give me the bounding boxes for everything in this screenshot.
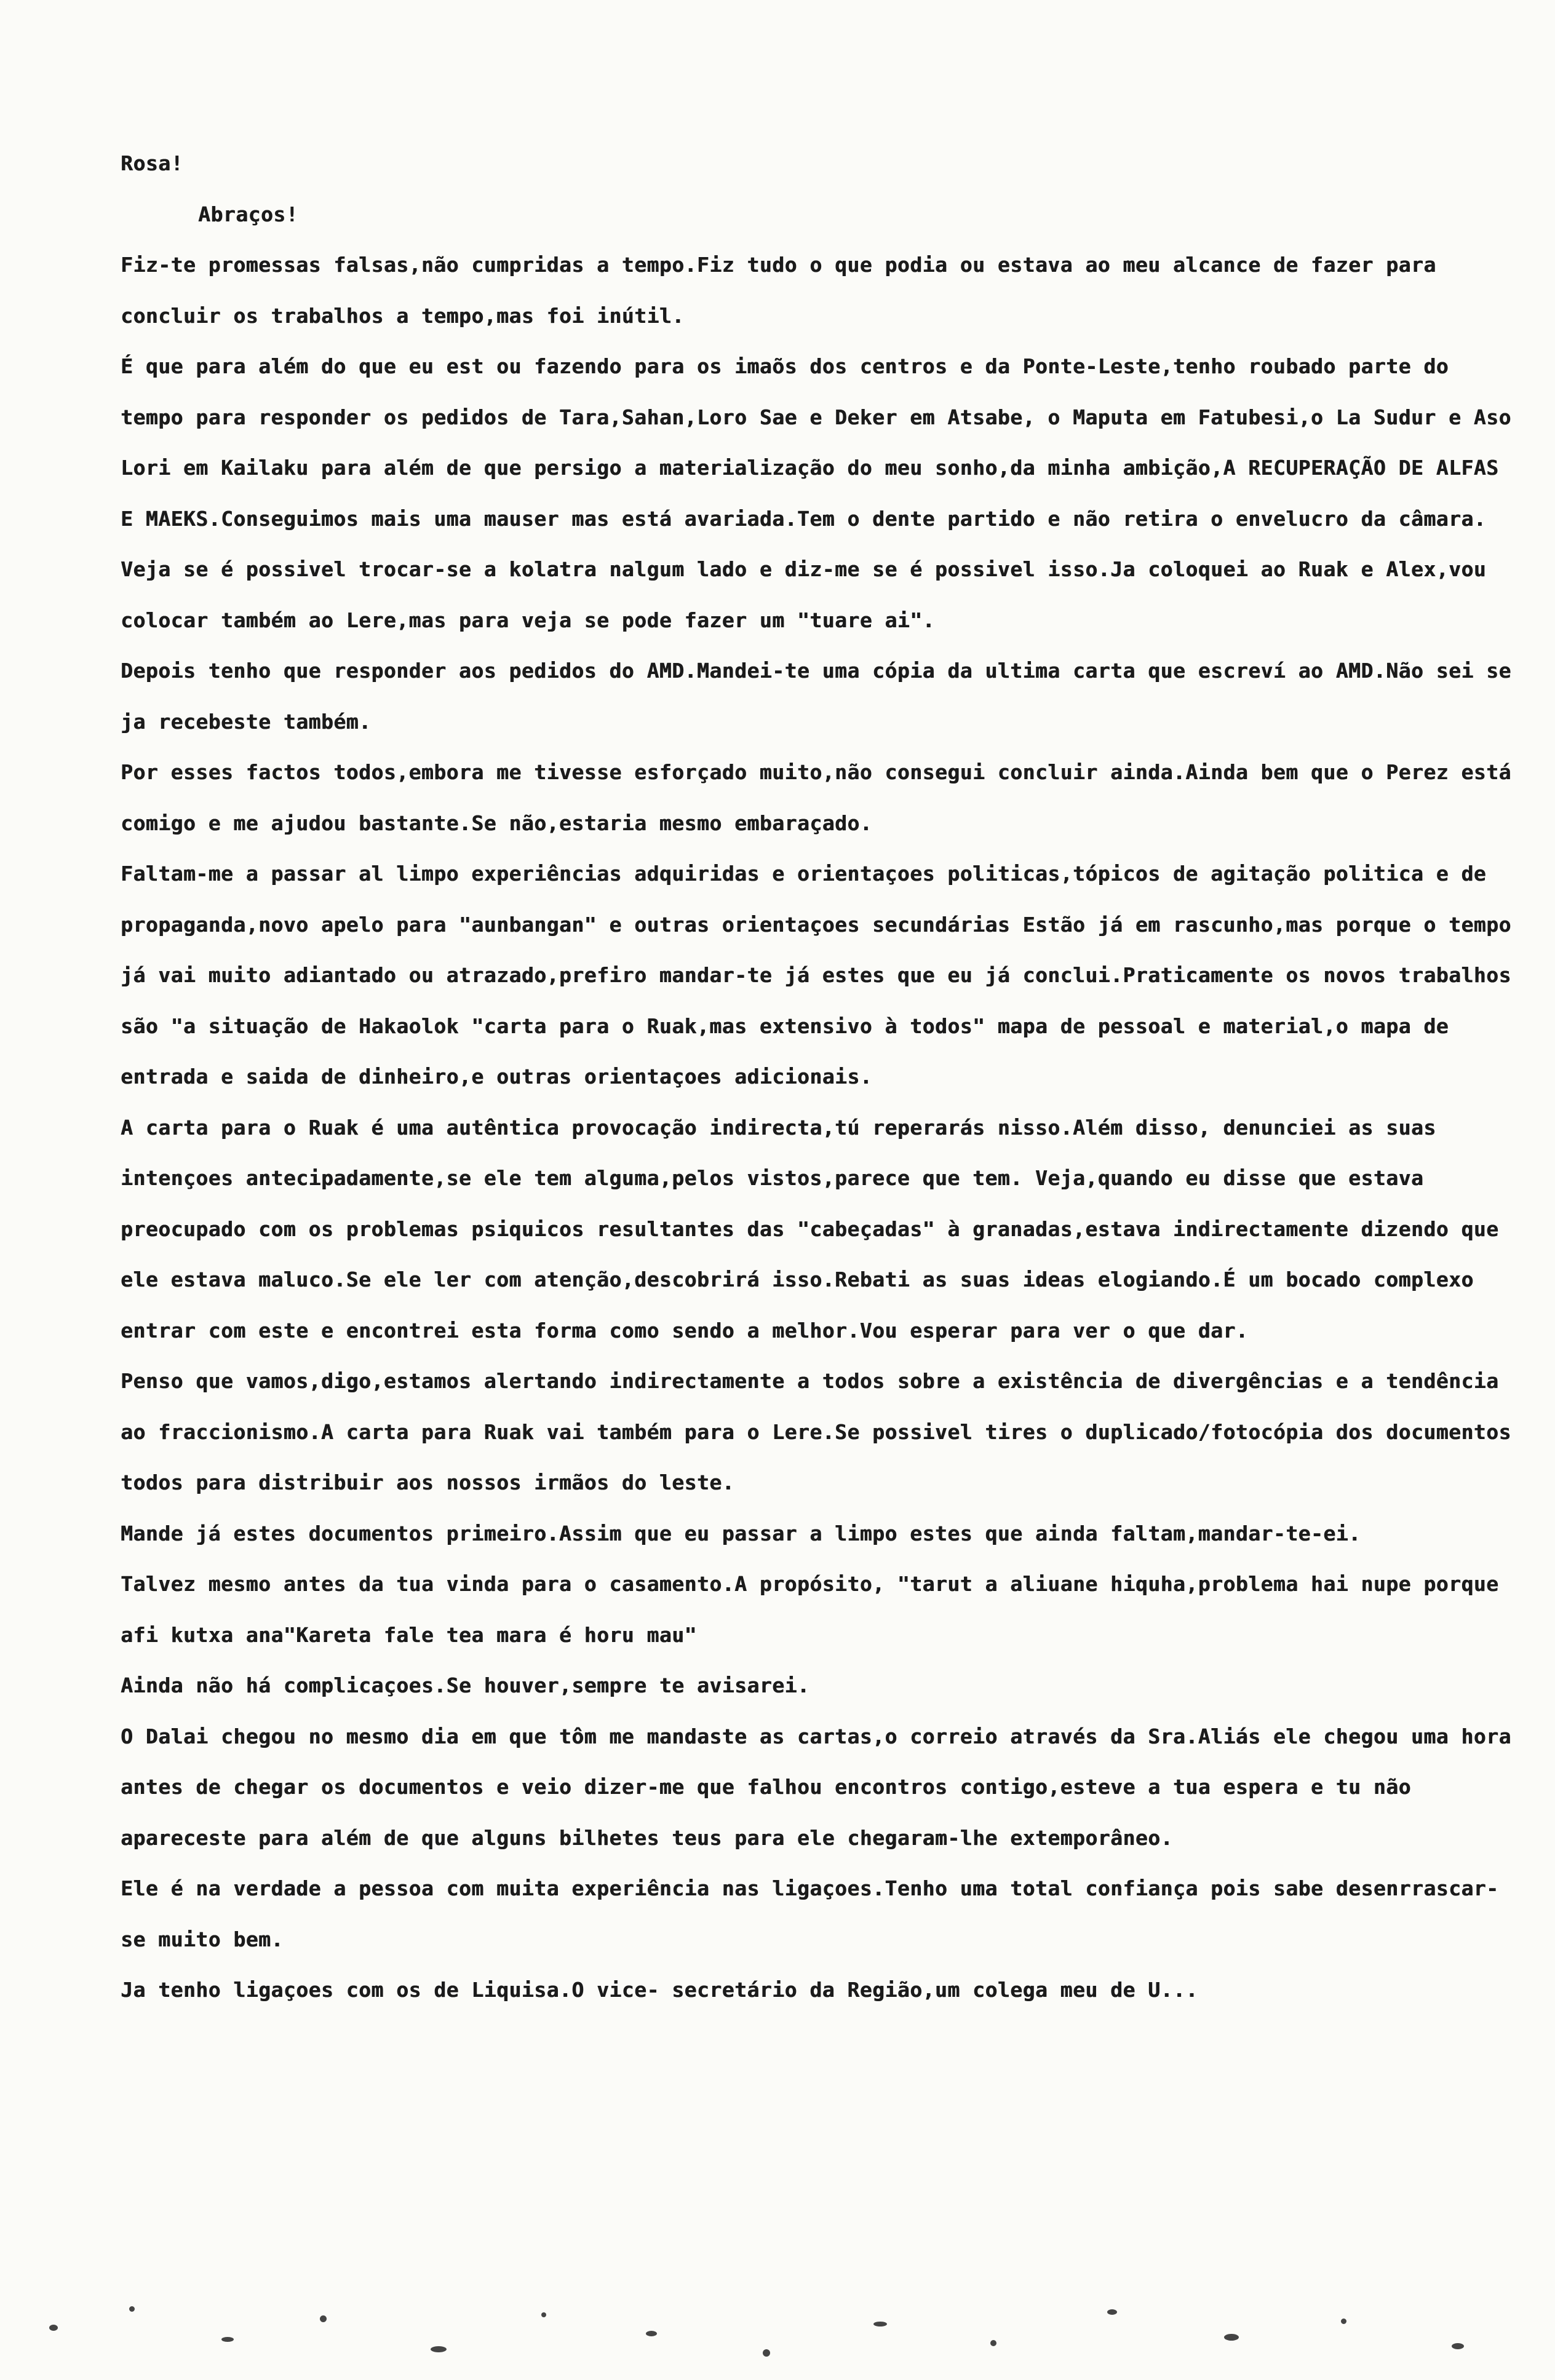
letter-salutation: Abraços! — [198, 202, 298, 226]
scan-smudge-band — [0, 2288, 1555, 2380]
paragraph-3: Veja se é possivel trocar-se a kolatra nalgum lado e diz-me se é possivel isso.Ja coloquei ao Ruak e Alex,vou colocar também ao Lere,mas para veja se pode fazer um "tuare ai". — [121, 557, 1487, 632]
paragraph-1: Fiz-te promessas falsas,não cumpridas a tempo.Fiz tudo o que podia ou estava ao meu alcance de fazer para concluir os trabalhos a tempo,mas foi inútil. — [121, 253, 1436, 328]
paragraph-11: Ainda não há complicaçoes.Se houver,sempre te avisarei. — [121, 1673, 810, 1697]
paragraph-7: A carta para o Ruak é uma autêntica provocação indirecta,tú reperarás nisso.Além disso, denunciei as suas intençoes antecipadamente,se ele tem alguma,pelos vistos,parece que tem. Veja,quando eu disse que estava preocupado com os problemas psiquicos resultantes das "cabeçadas" à granadas,estava indirectamente dizendo que ele estava maluco.Se ele ler com atenção,descobrirá isso.Rebati as suas ideas elogiando.É um bocado complexo entrar com este e encontrei esta forma como sendo a melhor.Vou esperar para ver o que dar. — [121, 1115, 1499, 1343]
paragraph-14: Ja tenho ligaçoes com os de Liquisa.O vice- secretário da Região,um colega meu de U... — [121, 1978, 1198, 2002]
paragraph-10: Talvez mesmo antes da tua vinda para o casamento.A propósito, "tarut a aliuane hiquha,problema hai nupe porque afi kutxa ana"Kareta fale tea mara é horu mau" — [121, 1572, 1499, 1647]
letter-greeting: Rosa! — [121, 151, 183, 175]
paragraph-13: Ele é na verdade a pessoa com muita experiência nas ligaçoes.Tenho uma total confiança pois sabe desenrrascar-se muito bem. — [121, 1876, 1499, 1951]
paragraph-9: Mande já estes documentos primeiro.Assim que eu passar a limpo estes que ainda faltam,mandar-te-ei. — [121, 1521, 1361, 1545]
letter-body — [121, 138, 1512, 2016]
paragraph-5: Por esses factos todos,embora me tivesse esforçado muito,não consegui concluir ainda.Ainda bem que o Perez está comigo e me ajudou bastante.Se não,estaria mesmo embaraçado. — [121, 760, 1511, 835]
paragraph-4: Depois tenho que responder aos pedidos do AMD.Mandei-te uma cópia da ultima carta que escreví ao AMD.Não sei se ja recebeste também. — [121, 659, 1511, 734]
paragraph-6: Faltam-me a passar al limpo experiências adquiridas e orientaçoes politicas,tópicos de agitação politica e de propaganda,novo apelo para "aunbangan" e outras orientaçoes secundárias Estão já em rascunho,mas porque o tempo já vai muito adiantado ou atrazado,prefiro mandar-te já estes que eu já conclui.Praticamente os novos trabalhos são "a situação de Hakaolok "carta para o Ruak,mas extensivo à todos" mapa de pessoal e material,o mapa de entrada e saida de dinheiro,e outras orientaçoes adicionais. — [121, 862, 1511, 1089]
paragraph-12: O Dalai chegou no mesmo dia em que tôm me mandaste as cartas,o correio através da Sra.Aliás ele chegou uma hora antes de chegar os documentos e veio dizer-me que falhou encontros contigo,esteve a tua espera e tu não apareceste para além de que alguns bilhetes teus para ele chegaram-lhe extemporâneo. — [121, 1724, 1511, 1850]
paragraph-2: É que para além do que eu est ou fazendo para os imaõs dos centros e da Ponte-Leste,tenho roubado parte do tempo para responder os pedidos de Tara,Sahan,Loro Sae e Deker em Atsabe, o Maputa em Fatubesi,o La Sudur e Aso Lori em Kailaku para além de que persigo a materialização do meu sonho,da minha ambição,A RECUPERAÇÃO DE ALFAS E MAEKS.Conseguimos mais uma mauser mas está avariada.Tem o dente partido e não retira o envelucro da câmara. — [121, 354, 1511, 531]
paragraph-8: Penso que vamos,digo,estamos alertando indirectamente a todos sobre a existência de divergências e a tendência ao fraccionismo.A carta para Ruak vai também para o Lere.Se possivel tires o duplicado/fotocópia dos documentos todos para distribuir aos nossos irmãos do leste. — [121, 1369, 1511, 1494]
